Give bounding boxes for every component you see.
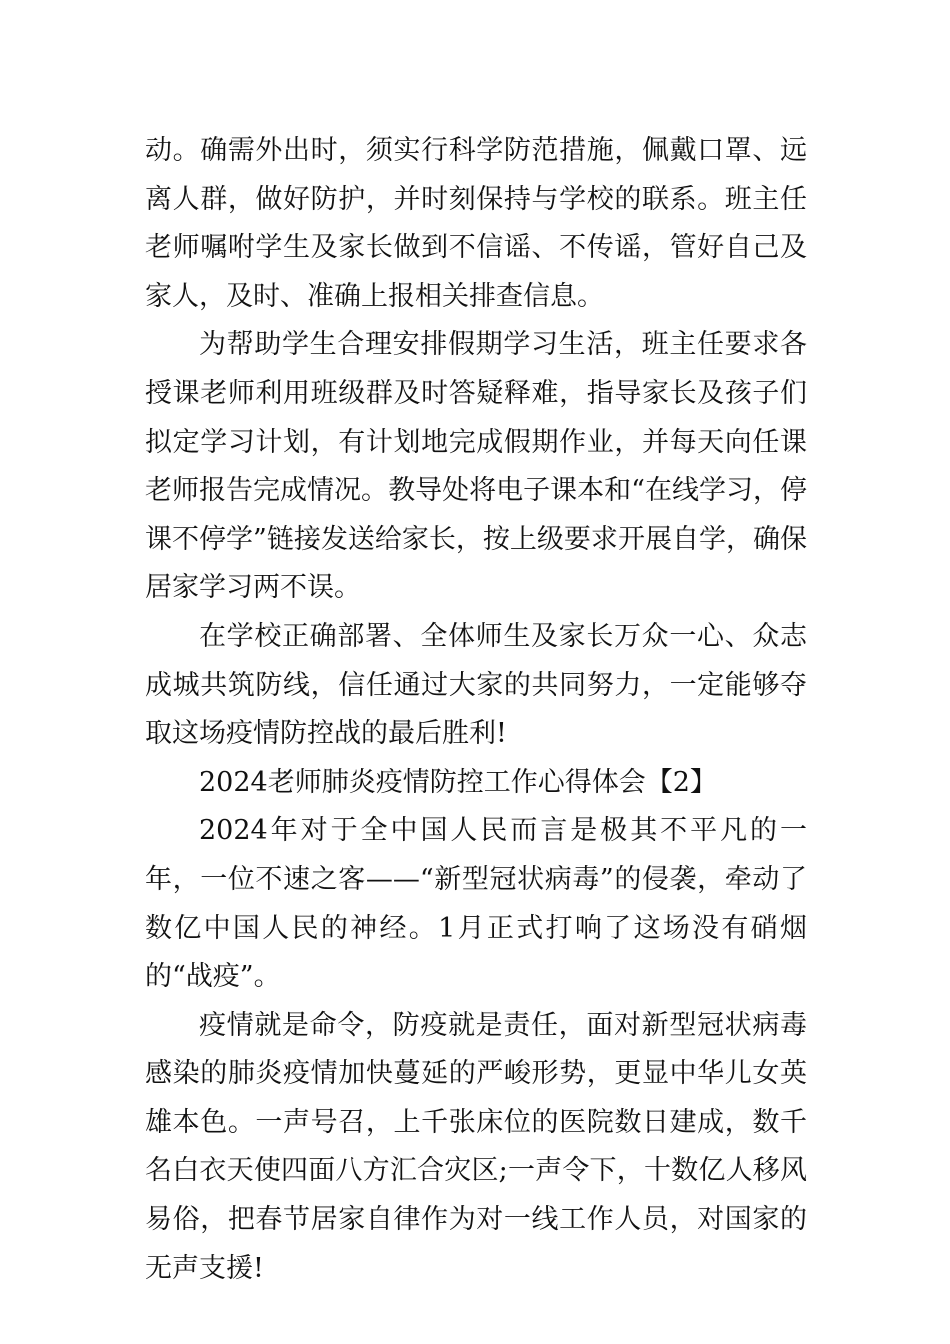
paragraph-study-arrangement: 为帮助学生合理安排假期学习生活，班主任要求各授课老师利用班级群及时答疑释难，指导家长及孩子们拟定学习计划，有计划地完成假期作业，并每天向任课老师报告完成情况。教导处将电子课本和“在线学习，停课不停学”链接发送给家长，按上级要求开展自学，确保居家学习两不误。 [145,329,807,604]
paragraph-victory: 在学校正确部署、全体师生及家长万众一心、众志成城共筑防线，信任通过大家的共同努力，一定能够夺取这场疫情防控战的最后胜利! [145,620,807,750]
section-heading: 2024老师肺炎疫情防控工作心得体会【2】 [199,766,717,798]
document-page [145,127,807,1293]
paragraph-epidemic-command: 疫情就是命令，防疫就是责任，面对新型冠状病毒感染的肺炎疫情加快蔓延的严峻形势，更显中华儿女英雄本色。一声号召，上千张床位的医院数日建成，数千名白衣天使四面八方汇合灾区;一声令下，十数亿人移风易俗，把春节居家自律作为对一线工作人员，对国家的无声支援! [145,1009,807,1284]
paragraph-year-intro: 2024年对于全中国人民而言是极其不平凡的一年，一位不速之客——“新型冠状病毒”的侵袭，牵动了数亿中国人民的神经。1月正式打响了这场没有硝烟的“战疫”。 [145,815,807,993]
paragraph-continuation: 动。确需外出时，须实行科学防范措施，佩戴口罩、远离人群，做好防护，并时刻保持与学校的联系。班主任老师嘱咐学生及家长做到不信谣、不传谣，管好自己及家人，及时、准确上报相关排查信息。 [145,135,807,312]
